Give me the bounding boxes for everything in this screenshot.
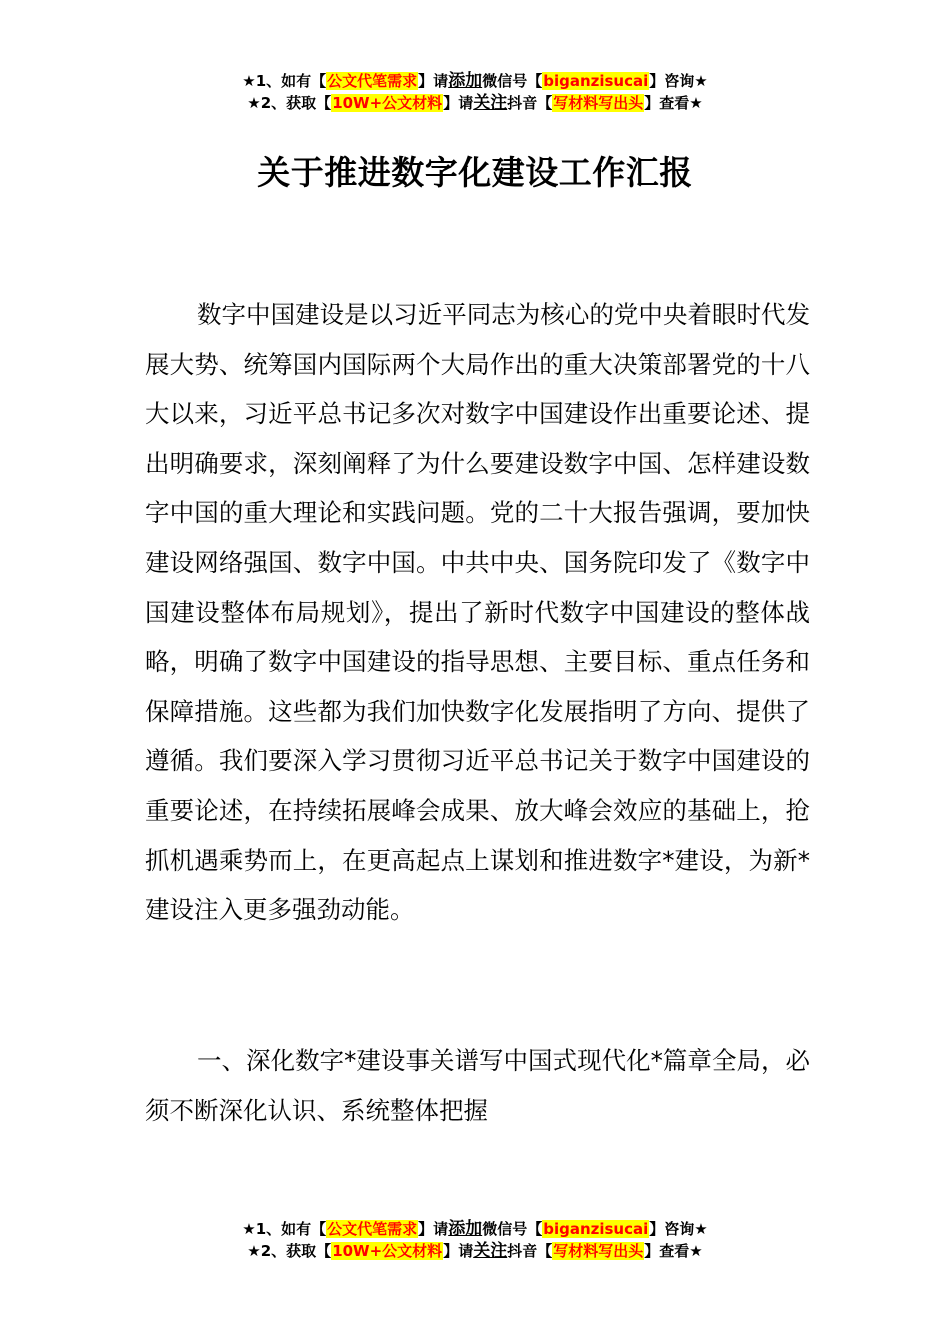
ad-highlight-douyin-id: 写材料写出头: [553, 94, 644, 112]
ad-text: 】查看★: [644, 1242, 703, 1260]
body-paragraph-1: [145, 290, 810, 935]
ad-text: 】查看★: [644, 94, 703, 112]
footer-ad-line1: [0, 1218, 950, 1240]
ad-text: 】请: [418, 72, 449, 90]
footer-ad-line2: [0, 1240, 950, 1262]
footer-ad: [0, 1218, 950, 1262]
document-title: 关于推进数字化建设工作汇报: [257, 153, 693, 192]
section-heading-1: [145, 1036, 810, 1135]
ad-text: ★2、获取【: [247, 1242, 332, 1260]
ad-highlight-service: 公文代笔需求: [327, 1220, 418, 1238]
ad-text: 】咨询★: [649, 72, 708, 90]
header-ad: [0, 70, 950, 114]
ad-highlight-douyin-id: 写材料写出头: [553, 1242, 644, 1260]
ad-highlight-wechat-id: biganzisucai: [543, 72, 649, 90]
section-heading-text: 一、深化数字*建设事关谱写中国式现代化*篇章全局，必须不断深化认识、系统整体把握: [145, 1046, 810, 1125]
ad-text: 】请: [418, 1220, 449, 1238]
ad-text: 微信号【: [482, 72, 543, 90]
ad-emphasis: 关注: [473, 1241, 508, 1261]
ad-emphasis: 关注: [473, 93, 508, 113]
ad-text: 】请: [443, 94, 474, 112]
ad-highlight-materials: 10W+公文材料: [332, 94, 443, 112]
ad-text: 】咨询★: [649, 1220, 708, 1238]
ad-highlight-materials: 10W+公文材料: [332, 1242, 443, 1260]
ad-text: ★1、如有【: [242, 1220, 327, 1238]
ad-highlight-service: 公文代笔需求: [327, 72, 418, 90]
paragraph-text: 数字中国建设是以习近平同志为核心的党中央着眼时代发展大势、统筹国内国际两个大局作出的重大决策部署党的十八大以来，习近平总书记多次对数字中国建设作出重要论述、提出明确要求，深刻阐释了为什么要建设数字中国、怎样建设数字中国的重大理论和实践问题。党的二十大报告强调，要加快建设网络强国、数字中国。中共中央、国务院印发了《数字中国建设整体布局规划》，提出了新时代数字中国建设的整体战略，明确了数字中国建设的指导思想、主要目标、重点任务和保障措施。这些都为我们加快数字化发展指明了方向、提供了遵循。我们要深入学习贯彻习近平总书记关于数字中国建设的重要论述，在持续拓展峰会成果、放大峰会效应的基础上，抢抓机遇乘势而上，在更高起点上谋划和推进数字*建设，为新*建设注入更多强劲动能。: [145, 300, 810, 925]
ad-text: 微信号【: [482, 1220, 543, 1238]
ad-text: 抖音【: [507, 94, 553, 112]
ad-emphasis: 添加: [448, 1219, 483, 1239]
ad-text: ★1、如有【: [242, 72, 327, 90]
ad-text: 抖音【: [507, 1242, 553, 1260]
header-ad-line1: [0, 70, 950, 92]
ad-text: 】请: [443, 1242, 474, 1260]
ad-text: ★2、获取【: [247, 94, 332, 112]
ad-highlight-wechat-id: biganzisucai: [543, 1220, 649, 1238]
header-ad-line2: [0, 92, 950, 114]
ad-emphasis: 添加: [448, 71, 483, 91]
